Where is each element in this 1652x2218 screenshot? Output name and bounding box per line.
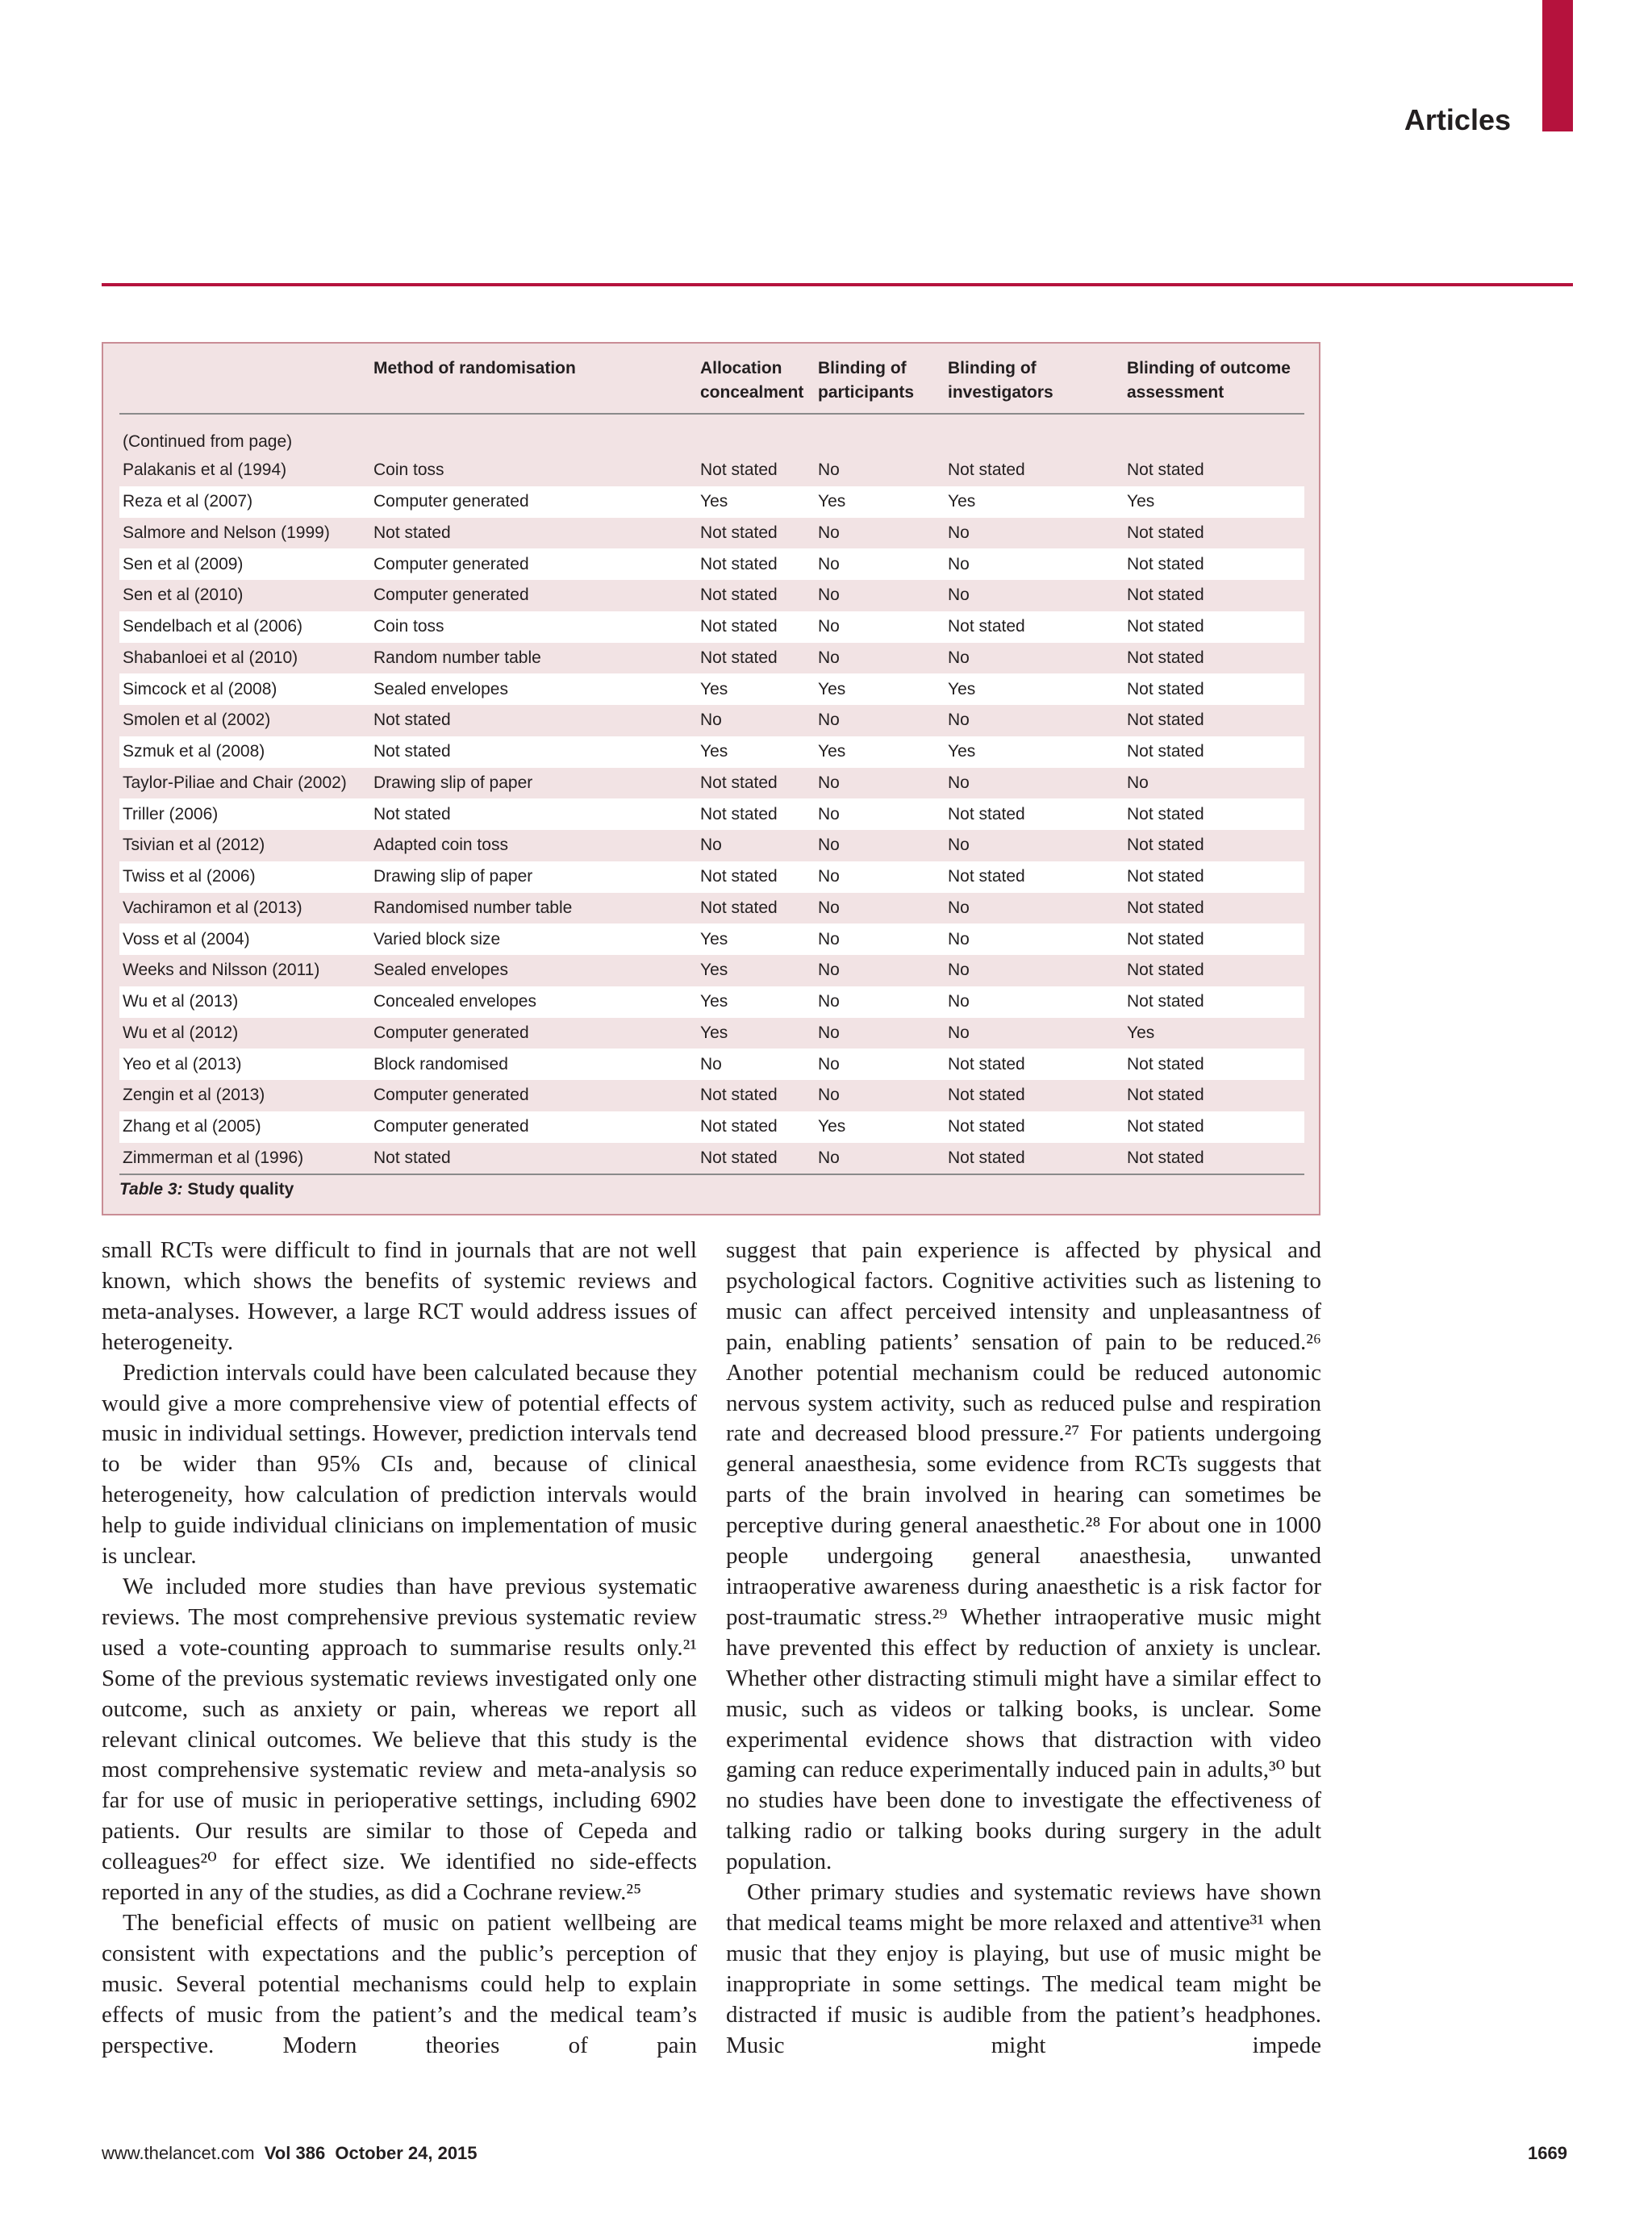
table-cell: No [1127,773,1149,792]
table-cell: Twiss et al (2006) [119,861,370,893]
table-cell: Not stated [1124,861,1304,893]
section-color-tab [1542,0,1573,131]
table-cell: No [700,836,722,855]
table-cell: Not stated [1124,548,1304,580]
table-cell: Not stated [1127,586,1204,605]
table-row [119,486,1304,518]
table-cell: Zengin et al (2013) [123,1086,265,1105]
table-cell: Not stated [370,798,697,830]
table-cell: Not stated [1124,736,1304,768]
table-row [119,798,1304,830]
paragraph: small RCTs were difficult to find in journals that are not well known, which shows the benefits of systemic reviews and meta-analyses. However, a large RCT would address issues of heterogeneity. [102,1237,697,1355]
table-cell: No [815,1143,945,1175]
table-cell: Not stated [370,1143,697,1175]
table-cell: Not stated [945,1111,1124,1143]
table-cell: No [815,548,945,580]
table-cell: Yes [1124,486,1304,518]
table-cell: Not stated [945,611,1124,643]
table-cell: Tsivian et al (2012) [123,836,265,855]
table-cell: Yes [945,736,1124,768]
table-row [119,736,1304,768]
table-cell: Reza et al (2007) [119,486,370,518]
table-cell: No [818,836,840,855]
paragraph: Prediction intervals could have been calculated because they would give a more comprehensive view of potential effects of music in individual settings. However, prediction intervals tend to be wider than 95% CIs and, because of clinical heterogeneity, how calculation of prediction intervals would help to guide individual clinicians on implementation of music is unclear. [102,1359,697,1570]
table-cell: Not stated [1124,1143,1304,1175]
table-cell: Computer generated [370,548,697,580]
table-cell: No [818,586,840,605]
table-cell: No [815,986,945,1018]
table-cell: Concealed envelopes [370,986,697,1018]
table-cell: No [948,586,970,605]
table-cell: Not stated [373,523,451,542]
table-cell: No [818,1086,840,1105]
body-column-right [726,1236,1321,2061]
table-row [119,861,1304,893]
table-cell: No [818,648,840,667]
table-cell: Not stated [700,461,778,480]
table-cell: Not stated [945,1049,1124,1080]
table-row [119,986,1304,1018]
table-cell: Not stated [370,736,697,768]
table-cell: Palakanis et al (1994) [123,461,287,480]
table-cell: No [948,898,970,917]
table-cell: Not stated [697,1111,815,1143]
table-cell: Yes [697,486,815,518]
table-cell: No [948,523,970,542]
table-cell: Yes [945,673,1124,705]
table-cell: Not stated [1124,673,1304,705]
table-cell: Not stated [1127,836,1204,855]
table-cell: Drawing slip of paper [370,861,697,893]
page-number: 1669 [1528,2143,1567,2163]
continued-row [119,414,1304,455]
table-header-row [119,356,1304,414]
journal-site: www.thelancet.com [102,2143,255,2163]
table-row [119,643,1304,674]
table-row [119,518,1304,549]
table-cell: Not stated [697,611,815,643]
table-cell: Block randomised [370,1049,697,1080]
column-header: Blinding of participants [815,356,945,414]
table-cell: Not stated [945,798,1124,830]
column-header: Blinding of outcome assessment [1124,356,1304,414]
table-row [119,548,1304,580]
table-cell: Yes [700,1023,728,1042]
table-cell: No [815,923,945,955]
table-cell: Not stated [1127,711,1204,730]
table-cell: Yes [697,673,815,705]
table-cell: No [948,961,970,980]
table-cell: No [948,711,970,730]
study-quality-table [119,356,1304,1175]
table-cell: No [700,711,722,730]
table-cell: Computer generated [370,1111,697,1143]
table-cell: Random number table [373,648,541,667]
table-cell: Not stated [945,1143,1124,1175]
table-cell: Simcock et al (2008) [119,673,370,705]
table-cell: No [818,461,840,480]
table-cell: Not stated [1127,961,1204,980]
table-cell: Not stated [1124,923,1304,955]
section-title: Articles [1404,103,1511,136]
table-row [119,1049,1304,1080]
table-cell: Sealed envelopes [373,961,508,980]
table-cell: Not stated [1124,611,1304,643]
table-cell: Sendelbach et al (2006) [119,611,370,643]
table-cell: Computer generated [373,1086,529,1105]
table-cell: Not stated [700,898,778,917]
table-cell: Voss et al (2004) [119,923,370,955]
table-cell: Yes [697,986,815,1018]
header-rule [102,283,1573,286]
table-cell: Smolen et al (2002) [123,711,271,730]
column-header: Method of randomisation [370,356,697,414]
table-cell: Yeo et al (2013) [119,1049,370,1080]
table-cell: Vachiramon et al (2013) [123,898,302,917]
table-row [119,923,1304,955]
table-cell: Not stated [700,523,778,542]
table-cell: Yes [815,736,945,768]
table-cell: Not stated [1124,986,1304,1018]
paragraph: We included more studies than have previous systematic reviews. The most comprehensive previous systematic review used a vote-counting approach to summarise results only.²¹ Some of the previous systematic reviews investigated only one outcome, such as anxiety or pain, whereas we report all relevant clinical outcomes. We believe that this study is the most comprehensive systematic review and meta-analysis so far for use of music in perioperative settings, including 6902 patients. Our results are similar to those of Cepeda and colleagues²⁰ for effect size. We identified no side-effects reported in any of the studies, as did a Cochrane review.²⁵ [102,1573,697,1906]
table-cell: Varied block size [370,923,697,955]
table-cell: Yes [1127,1023,1155,1042]
table-cell: Computer generated [370,486,697,518]
table-row [119,611,1304,643]
journal-volume: Vol 386 [264,2143,326,2163]
table-cell: Adapted coin toss [373,836,508,855]
table-cell: Not stated [945,861,1124,893]
table-cell: No [945,923,1124,955]
table-cell: Computer generated [373,586,529,605]
table-cell: Not stated [948,461,1025,480]
table-cell: Zhang et al (2005) [119,1111,370,1143]
journal-date: October 24, 2015 [335,2143,478,2163]
table-cell: Wu et al (2012) [123,1023,239,1042]
table-cell: No [818,773,840,792]
table-caption-text: Study quality [182,1180,294,1199]
table-cell: Drawing slip of paper [373,773,533,792]
table-cell: No [945,986,1124,1018]
table-cell: No [818,1023,840,1042]
table-row [119,830,1304,861]
table-cell: Zimmerman et al (1996) [119,1143,370,1175]
table-row [119,955,1304,986]
table-cell: No [818,898,840,917]
table-cell: No [948,1023,970,1042]
table-cell: Yes [815,486,945,518]
table-cell: Not stated [1127,1086,1204,1105]
paragraph: suggest that pain experience is affected by physical and psychological factors. Cognitive activities such as listening to music can affect perceived intensity and unpleasantness of pain, enabling patients’ sensation of pain to be reduced.²⁶ Another potential mechanism could be reduced autonomic nervous system activity, such as reduced pulse and respiration rate and decreased blood pressure.²⁷ For patients undergoing general anaesthesia, some evidence from RCTs suggests that parts of the brain involved in hearing can sometimes be perceptive during general anaesthetic.²⁸ For about one in 1000 people undergoing general anaesthesia, unwanted intraoperative awareness during anaesthetic is a risk factor for post-traumatic stress.²⁹ Whether intraoperative music might have prevented this effect by reduction of anxiety is unclear. Whether other distracting stimuli might have a similar effect to music, such as videos or talking books, is unclear. Some experimental evidence shows that distraction with video gaming can reduce experimentally induced pain in adults,³⁰ but no studies have been done to investigate the effectiveness of talking radio or talking books during surgery in the adult population. [726,1237,1321,1875]
table-cell: Yes [815,1111,945,1143]
column-header: Blinding of investigators [945,356,1124,414]
table-cell: No [815,611,945,643]
table-cell: No [815,1049,945,1080]
table-row [119,768,1304,799]
table-cell: Not stated [697,798,815,830]
column-header [119,356,370,414]
table-cell: Not stated [697,548,815,580]
table-cell: Sen et al (2010) [123,586,244,605]
footer-citation [102,2143,478,2164]
table-cell: Weeks and Nilsson (2011) [123,961,320,980]
table-cell: Not stated [700,648,778,667]
table-cell: Coin toss [370,611,697,643]
table-cell: Taylor-Piliae and Chair (2002) [123,773,347,792]
table-cell: Computer generated [373,1023,529,1042]
table-caption-label: Table 3: [119,1180,183,1199]
table-row [119,1080,1304,1111]
table-cell: Szmuk et al (2008) [119,736,370,768]
table-row [119,673,1304,705]
table-row [119,1143,1304,1175]
table-cell: No [818,961,840,980]
table-row [119,893,1304,924]
table-cell: No [815,861,945,893]
paragraph: Other primary studies and systematic reviews have shown that medical teams might be more relaxed and attentive³¹ when music that they enjoy is playing, but use of music might be inappropriate in some settings. The medical team might be distracted if music is audible from the patient’s headphones. Music might impede [726,1879,1321,2058]
table-cell: No [697,1049,815,1080]
table-cell: Triller (2006) [119,798,370,830]
table-row [119,455,1304,486]
table-cell: No [948,836,970,855]
table-row [119,1111,1304,1143]
table-caption [119,1180,294,1199]
table-cell: Salmore and Nelson (1999) [123,523,330,542]
table-cell: Yes [697,923,815,955]
table-cell: Coin toss [373,461,444,480]
table-cell: Not stated [700,773,778,792]
paragraph: The beneficial effects of music on patient wellbeing are consistent with expectations and the public’s perception of music. Several potential mechanisms could help to explain effects of music from the patient’s and the medical team’s perspective. Modern theories of pain [102,1909,697,2058]
table-row [119,705,1304,736]
table-cell: Not stated [948,1086,1025,1105]
table-cell: Randomised number table [373,898,573,917]
table-cell: Not stated [697,861,815,893]
table-cell: Not stated [1127,648,1204,667]
continued-label: (Continued from page) [123,432,293,451]
table-row [119,1018,1304,1049]
table-cell: Not stated [1124,1049,1304,1080]
table-cell: No [948,648,970,667]
table-cell: Wu et al (2013) [119,986,370,1018]
table-cell: No [945,548,1124,580]
table-cell: Sen et al (2009) [119,548,370,580]
table-cell: Yes [700,961,728,980]
table-cell: Not stated [373,711,451,730]
table-cell: Not stated [700,586,778,605]
table-cell: No [815,798,945,830]
table-cell: Not stated [1127,461,1204,480]
table-cell: Yes [815,673,945,705]
table-row [119,580,1304,611]
column-header: Allocation concealment [697,356,815,414]
body-column-left [102,1236,697,2061]
table-cell: Not stated [700,1086,778,1105]
table-cell: Not stated [697,1143,815,1175]
table-cell: Sealed envelopes [370,673,697,705]
table-cell: Yes [945,486,1124,518]
table-cell: No [818,711,840,730]
table-cell: Not stated [1127,523,1204,542]
table-cell: Not stated [1124,1111,1304,1143]
table-cell: Shabanloei et al (2010) [123,648,298,667]
table-cell: Not stated [1127,898,1204,917]
table-cell: Yes [697,736,815,768]
table-cell: No [818,523,840,542]
study-quality-table-panel [102,342,1320,1215]
table-cell: No [948,773,970,792]
table-cell: Not stated [1124,798,1304,830]
